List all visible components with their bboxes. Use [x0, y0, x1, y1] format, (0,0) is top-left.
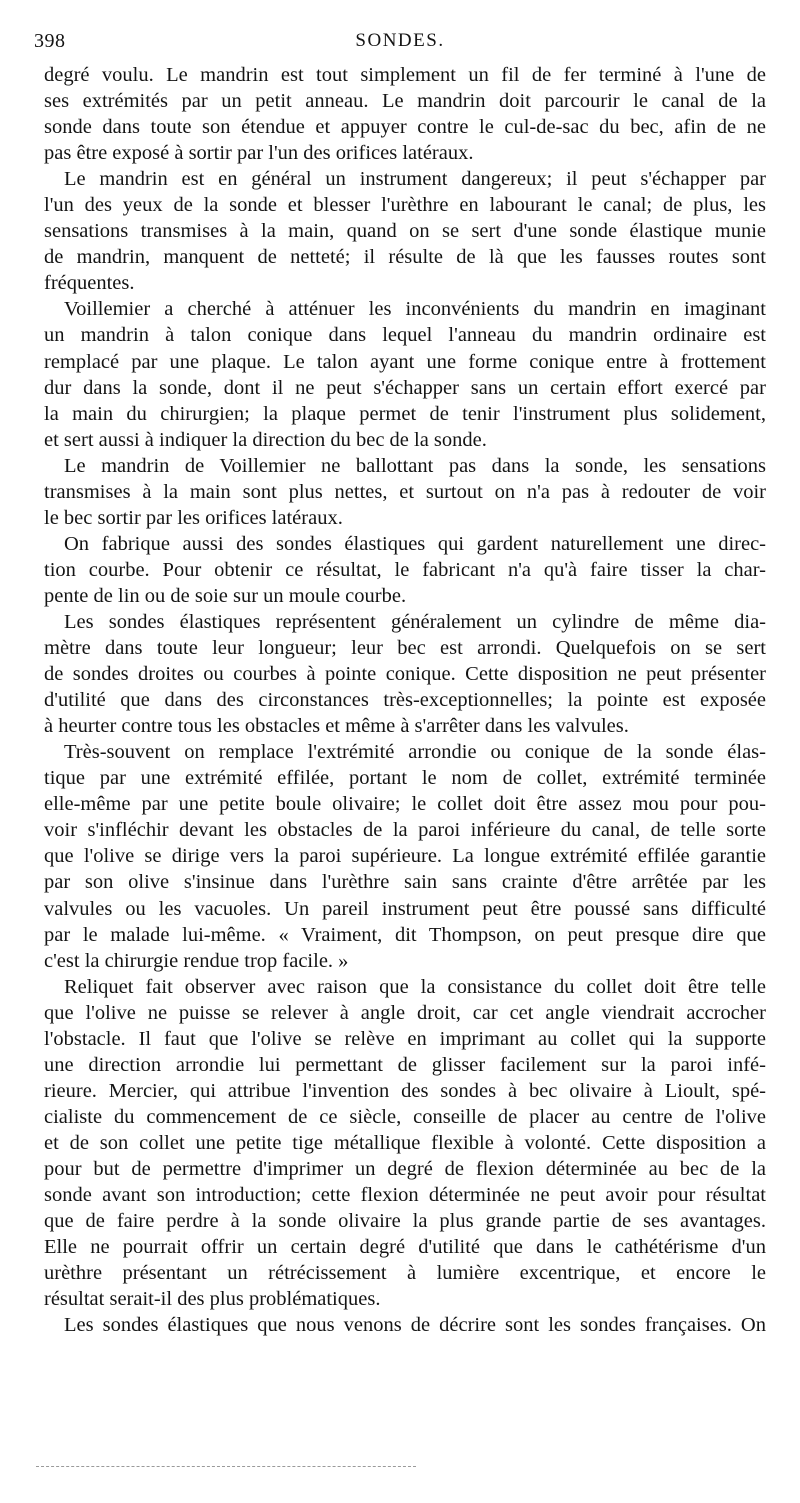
paragraph-first-line: Le mandrin de Voillemier ne ballottant pas dans la sonde, les sensations: [64, 454, 766, 477]
text-line: dur dans la sonde, dont il ne peut s'échapper sans un certain effort exercé par: [44, 376, 766, 399]
text-line: d'utilité que dans des circonstances très-exceptionnelles; la pointe est exposée: [44, 689, 766, 712]
text-line: l'obstacle. Il faut que l'olive se relève en imprimant au collet qui la supporte: [44, 1027, 766, 1050]
text-line: urèthre présentant un rétrécissement à lumière excentrique, et encore le: [44, 1262, 766, 1285]
text-line: elle-même par une petite boule olivaire; le collet doit être assez mou pour pou-: [44, 793, 766, 816]
paragraph-first-line: Le mandrin est en général un instrument dangereux; il peut s'échapper par: [64, 168, 766, 191]
text-line: de mandrin, manquent de netteté; il résulte de là que les fausses routes sont: [44, 246, 766, 269]
text-line: pour but de permettre d'imprimer un degré de flexion déterminée au bec de la: [44, 1157, 766, 1180]
paragraph-first-line: Voillemier a cherché à atténuer les inconvénients du mandrin en imaginant: [64, 298, 766, 321]
paragraph-first-line: Les sondes élastiques que nous venons de décrire sont les sondes françaises. On: [64, 1314, 766, 1337]
text-line: valvules ou les vacuoles. Un pareil instrument peut être poussé sans difficulté: [44, 897, 766, 920]
body-text: [44, 62, 766, 1338]
text-line: transmises à la main sont plus nettes, et surtout on n'a pas à redouter de voir: [44, 480, 766, 503]
text-line: l'un des yeux de la sonde et blesser l'urèthre en labourant le canal; de plus, les: [44, 194, 766, 217]
text-line: rieure. Mercier, qui attribue l'invention des sondes à bec olivaire à Lioult, spé-: [44, 1079, 766, 1102]
text-line: que de faire perdre à la sonde olivaire la plus grande partie de ses avantages.: [44, 1210, 766, 1233]
text-line: un mandrin à talon conique dans lequel l'anneau du mandrin ordinaire est: [44, 324, 766, 347]
text-line: tique par une extrémité effilée, portant le nom de collet, extrémité terminée: [44, 767, 766, 790]
text-line: pente de lin ou de soie sur un moule courbe.: [44, 584, 407, 607]
text-line: fréquentes.: [44, 272, 135, 295]
paragraph-first-line: Très-souvent on remplace l'extrémité arrondie ou conique de la sonde élas-: [64, 741, 766, 764]
text-line: ses extrémités par un petit anneau. Le mandrin doit parcourir le canal de la: [44, 90, 766, 113]
text-line: de sondes droites ou courbes à pointe conique. Cette disposition ne peut présenter: [44, 663, 766, 686]
text-line: sonde avant son introduction; cette flexion déterminée ne peut avoir pour résultat: [44, 1184, 766, 1207]
page-number: 398: [34, 30, 66, 52]
text-line: tion courbe. Pour obtenir ce résultat, le fabricant n'a qu'à faire tisser la char-: [44, 558, 766, 581]
text-line: par le malade lui-même. « Vraiment, dit Thompson, on peut presque dire que: [44, 923, 766, 946]
text-line: pas être exposé à sortir par l'un des orifices latéraux.: [44, 142, 474, 165]
text-line: c'est la chirurgie rendue trop facile. »: [44, 949, 349, 972]
text-line: une direction arrondie lui permettant de glisser facilement sur la paroi infé-: [44, 1053, 766, 1076]
text-line: résultat serait-il des plus problématiques.: [44, 1288, 381, 1311]
text-line: par son olive s'insinue dans l'urèthre sain sans crainte d'être arrêtée par les: [44, 871, 766, 894]
text-line: sensations transmises à la main, quand on se sert d'une sonde élastique munie: [44, 220, 766, 243]
paragraph-first-line: Reliquet fait observer avec raison que la consistance du collet doit être telle: [64, 975, 766, 998]
text-line: que l'olive se dirige vers la paroi supérieure. La longue extrémité effilée garantie: [44, 845, 766, 868]
text-line: que l'olive ne puisse se relever à angle droit, car cet angle viendrait accrocher: [44, 1001, 766, 1024]
text-line: et sert aussi à indiquer la direction du bec de la sonde.: [44, 428, 487, 451]
text-line: à heurter contre tous les obstacles et même à s'arrêter dans les valvules.: [44, 715, 629, 738]
text-line: remplacé par une plaque. Le talon ayant une forme conique entre à frottement: [44, 350, 766, 373]
text-line: le bec sortir par les orifices latéraux.: [44, 506, 343, 529]
running-title: SONDES.: [355, 30, 445, 51]
page-header: [34, 30, 766, 58]
text-line: cialiste du commencement de ce siècle, conseille de placer au centre de l'olive: [44, 1105, 766, 1128]
paragraph-first-line: On fabrique aussi des sondes élastiques qui gardent naturellement une direc-: [64, 532, 766, 555]
paragraph-first-line: Les sondes élastiques représentent généralement un cylindre de même dia-: [64, 610, 766, 633]
text-line: et de son collet une petite tige métallique flexible à volonté. Cette disposition a: [44, 1131, 766, 1154]
text-line: voir s'infléchir devant les obstacles de la paroi inférieure du canal, de telle sorte: [44, 819, 766, 842]
text-line: sonde dans toute son étendue et appuyer contre le cul-de-sac du bec, afin de ne: [44, 116, 766, 139]
footer-rule: [36, 1466, 416, 1467]
text-line: mètre dans toute leur longueur; leur bec est arrondi. Quelquefois on se sert: [44, 637, 766, 660]
text-line: Elle ne pourrait offrir un certain degré d'utilité que dans le cathétérisme d'un: [44, 1236, 766, 1259]
text-line: la main du chirurgien; la plaque permet de tenir l'instrument plus solidement,: [44, 402, 766, 425]
text-line: degré voulu. Le mandrin est tout simplement un fil de fer terminé à l'une de: [44, 64, 766, 86]
